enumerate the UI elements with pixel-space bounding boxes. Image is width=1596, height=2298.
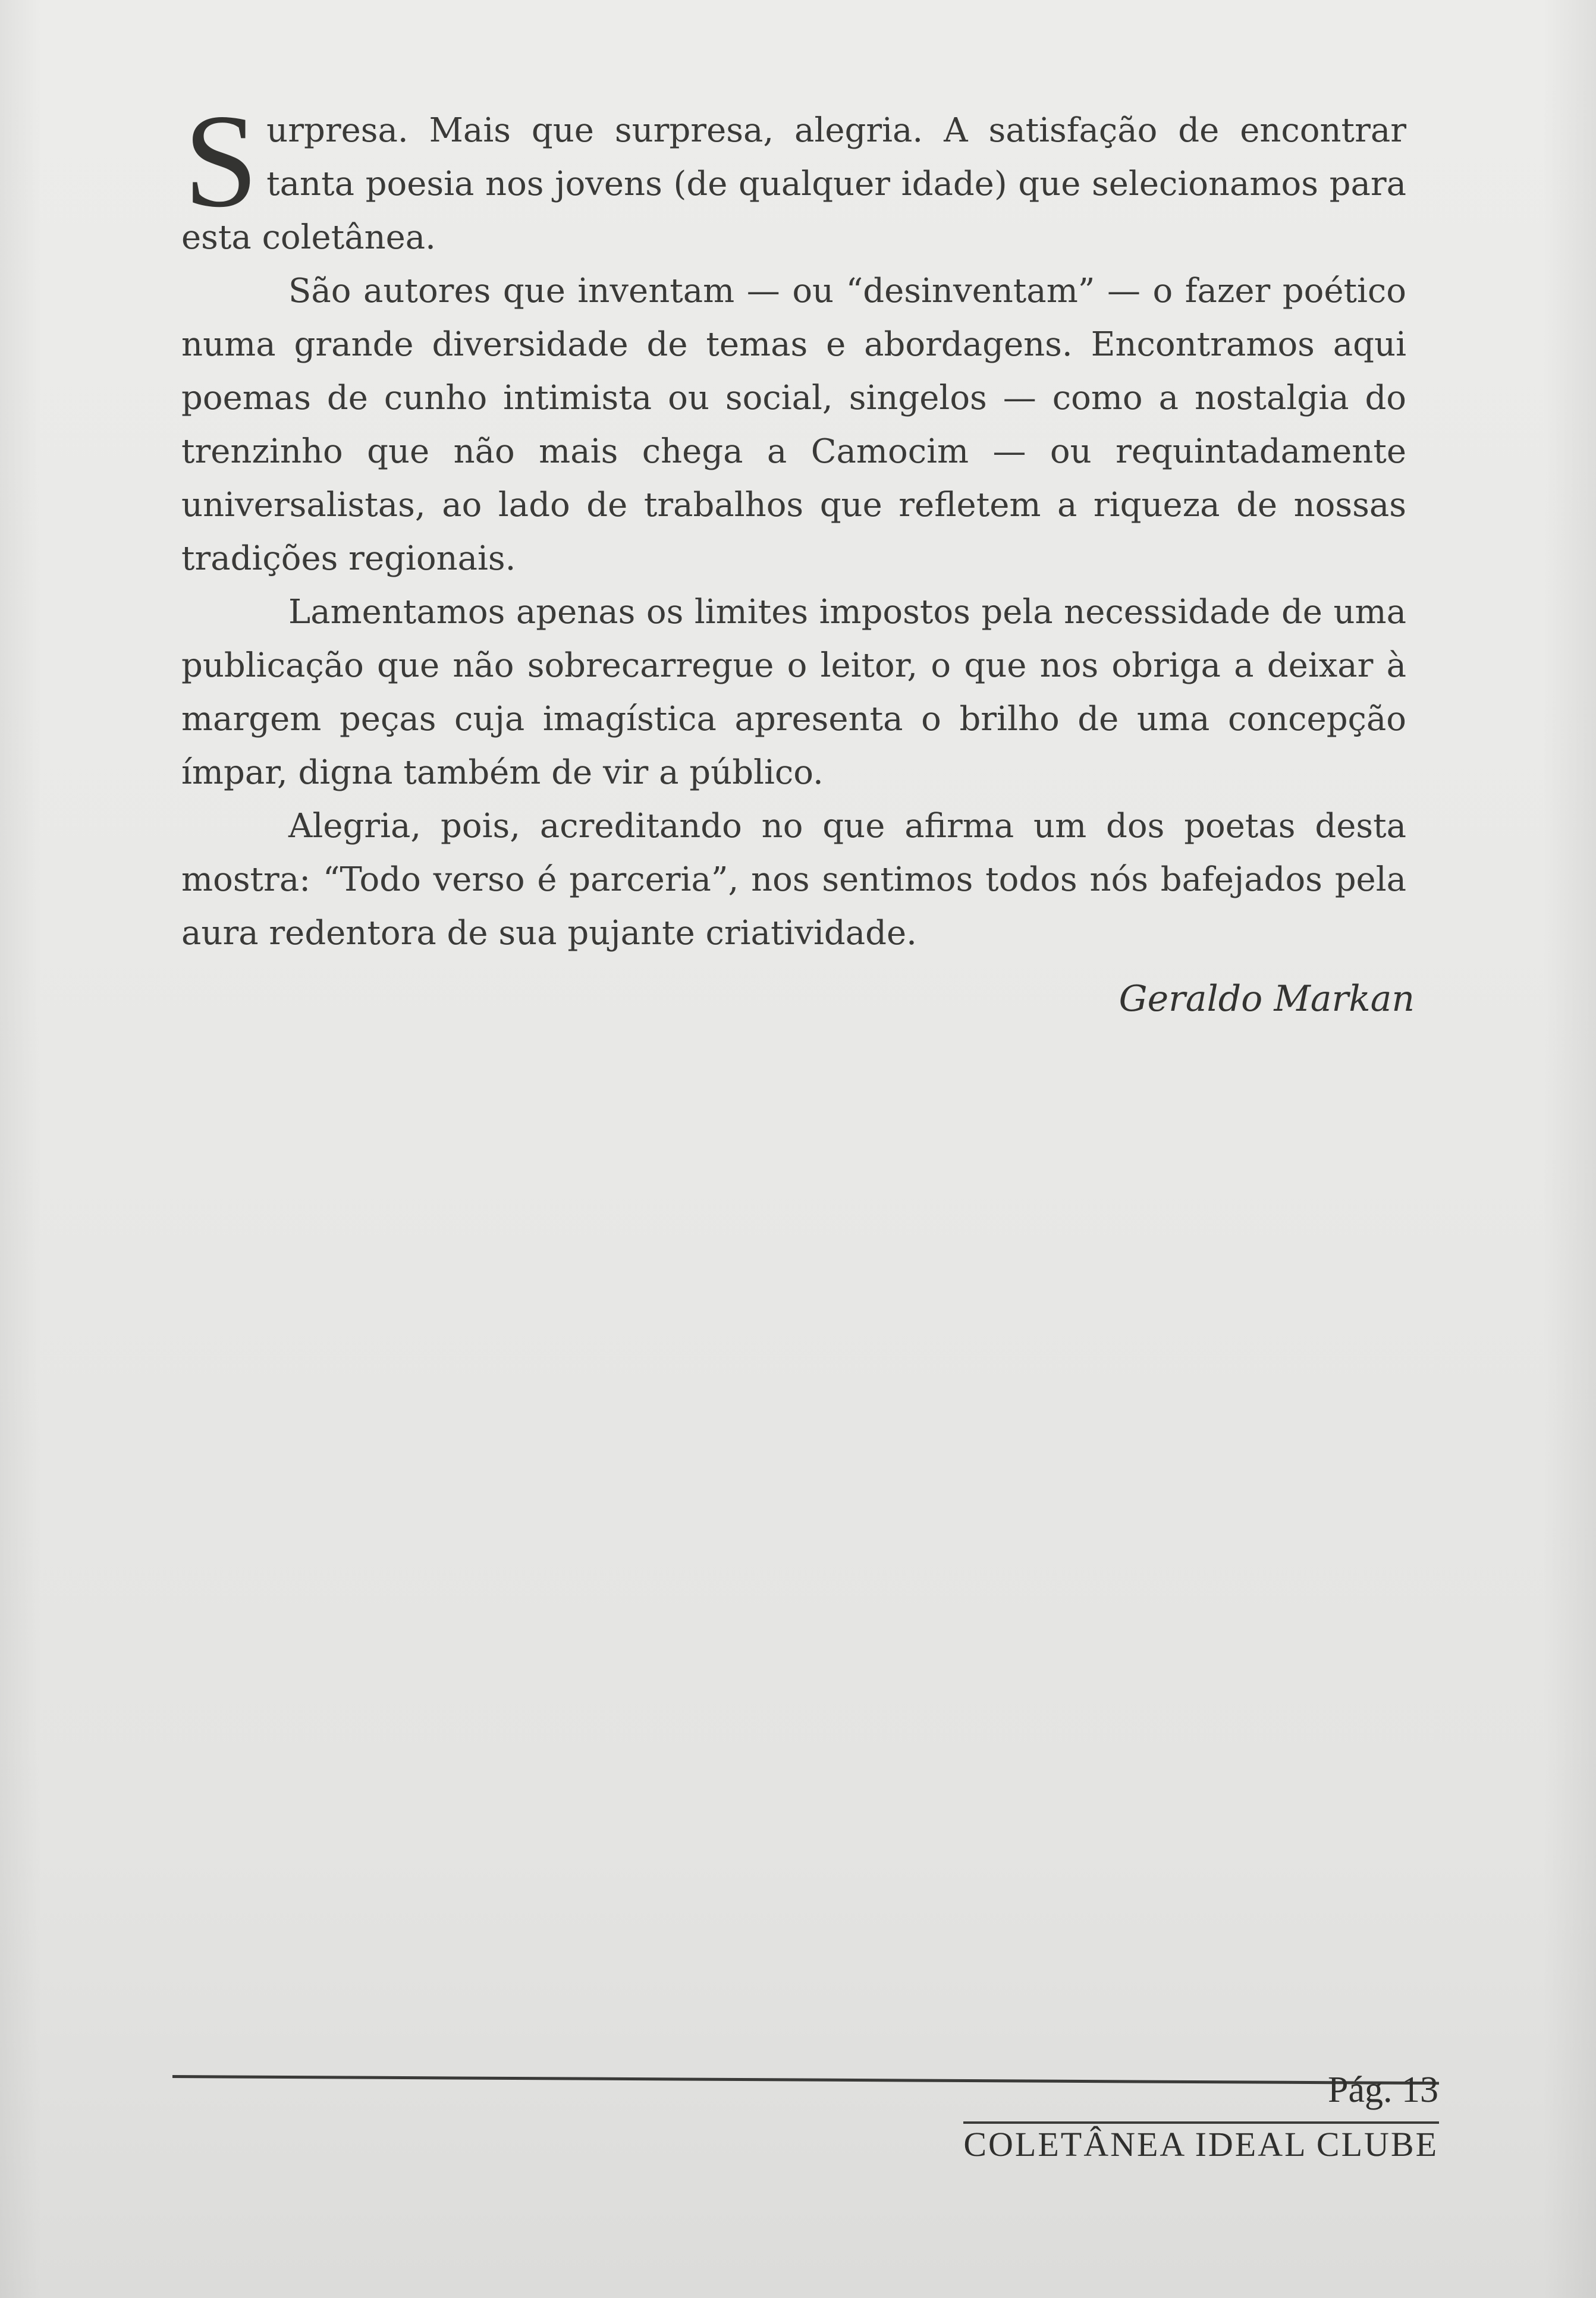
page-edge-shadow-left — [0, 0, 42, 2298]
paragraph-1 — [181, 86, 1406, 265]
paragraph-1-text: urpresa. Mais que surpresa, alegria. A satisfação de encontrar tanta poesia nos jovens (de qualquer idade) que selecionamos para esta coletânea. — [181, 111, 1406, 257]
series-title: COLETÂNEA IDEAL CLUBE — [963, 2125, 1438, 2164]
page-edge-shadow-right — [1542, 0, 1596, 2298]
footer-rule — [172, 2075, 1439, 2085]
paragraph-4: Alegria, pois, acreditando no que afirma um dos poetas desta mostra: “Todo verso é parceria”, nos sentimos todos nós bafejados pela aura redentora de sua pujante criatividade. — [181, 807, 1406, 952]
paragraph-3: Lamentamos apenas os limites impostos pela necessidade de uma publicação que não sobrecarregue o leitor, o que nos obriga a deixar à margem peças cuja imagística apresenta o brilho de uma concepção ímpar, digna também de vir a público. — [181, 593, 1406, 792]
drop-cap: S — [184, 86, 259, 235]
paragraph-2: São autores que inventam — ou “desinventam” — o fazer poético numa grande diversidade de temas e abordagens. Encontramos aqui poemas de cunho intimista ou social, singelos — como a nostalgia do trenzinho que não mais chega a Camocim — ou requintadamente universalistas, ao lado de trabalhos que refletem a riqueza de nossas tradições regionais. — [181, 272, 1406, 578]
page-number: Pág. 13 — [1328, 2070, 1438, 2110]
author-signature: Geraldo Markan — [1119, 978, 1415, 1020]
footer-rule-short — [963, 2121, 1439, 2124]
body-text — [181, 86, 1406, 960]
